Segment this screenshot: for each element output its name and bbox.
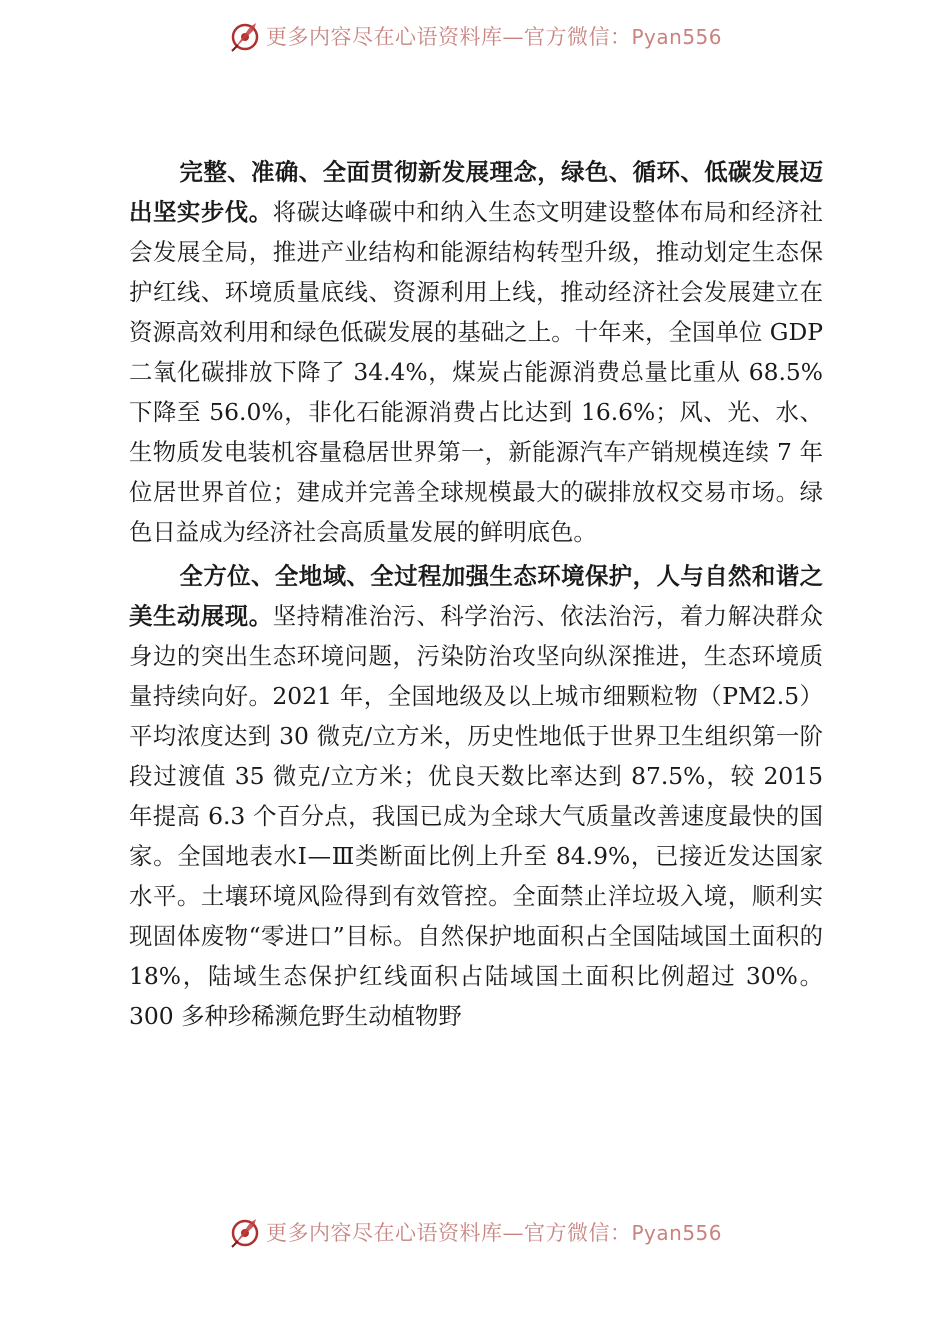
header-banner [0, 16, 950, 56]
paragraph-heading: 完整、准确、全面贯彻新发展理念，绿色、循环、低碳发展迈出坚实步伐。 [129, 158, 823, 226]
wechat-id: Pyan556 [631, 1221, 722, 1245]
paragraph-heading: 全方位、全地域、全过程加强生态环境保护，人与自然和谐之美生动展现。 [129, 562, 823, 630]
paragraph-body: 将碳达峰碳中和纳入生态文明建设整体布局和经济社会发展全局，推进产业结构和能源结构转型升级，推动划定生态保护红线、环境质量底线、资源利用上线，推动经济社会发展建立在资源高效利用和绿色低碳发展的基础之上。十年来，全国单位 GDP 二氧化碳排放下降了 34.4%，煤炭占能源消费总量比重从 68.5%下降至 56.0%，非化石能源消费占比达到 16.6%；风、光、水、生物质发电装机容量稳居世界第一，新能源汽车产销规模连续 7 年位居世界首位；建成并完善全球规模最大的碳排放权交易市场。绿色日益成为经济社会高质量发展的鲜明底色。 [129, 198, 823, 546]
quill-pen-seal-icon [228, 1215, 262, 1249]
paragraph-green-development [129, 152, 823, 552]
wechat-id: Pyan556 [631, 25, 722, 49]
footer-banner [0, 1212, 950, 1252]
footer-text: 更多内容尽在心语资料库—官方微信：Pyan556 [265, 1221, 722, 1245]
header-text: 更多内容尽在心语资料库—官方微信：Pyan556 [265, 25, 722, 49]
quill-pen-seal-icon [228, 19, 262, 53]
paragraph-eco-protection [129, 556, 823, 1036]
paragraph-body: 坚持精准治污、科学治污、依法治污，着力解决群众身边的突出生态环境问题，污染防治攻坚向纵深推进，生态环境质量持续向好。2021 年，全国地级及以上城市细颗粒物（PM2.5）平均浓度达到 30 微克/立方米，历史性地低于世界卫生组织第一阶段过渡值 35 微克/立方米；优良天数比率达到 87.5%，较 2015 年提高 6.3 个百分点，我国已成为全球大气质量改善速度最快的国家。全国地表水Ⅰ—Ⅲ类断面比例上升至 84.9%，已接近发达国家水平。土壤环境风险得到有效管控。全面禁止洋垃圾入境，顺利实现固体废物“零进口”目标。自然保护地面积占全国陆域国土面积的 18%，陆域生态保护红线面积占陆域国土面积比例超过 30%。300 多种珍稀濒危野生动植物野 [129, 602, 823, 1030]
document-body [129, 152, 823, 1036]
